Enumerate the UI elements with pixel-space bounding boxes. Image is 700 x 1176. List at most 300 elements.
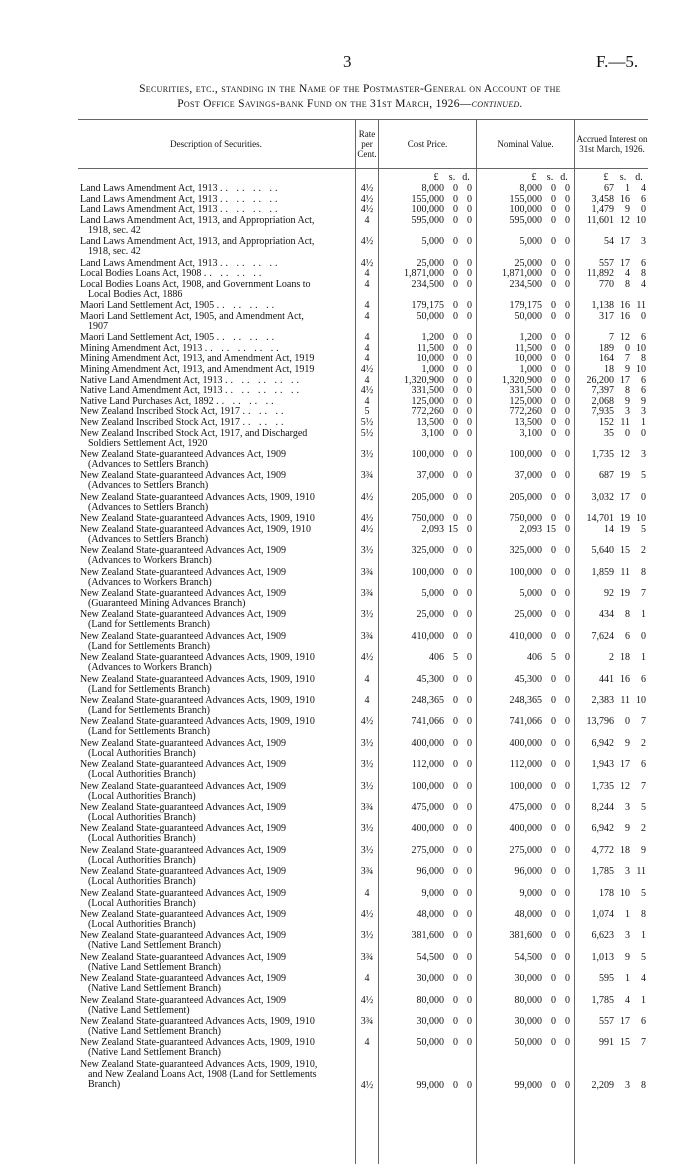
cost-shillings: 0 <box>453 588 458 599</box>
leader-dots: .. .. .. .. .. <box>204 343 282 354</box>
cost-pence: 0 <box>467 427 472 439</box>
rate-cell: 3¾ <box>360 951 374 963</box>
nominal-pounds: 741,066 <box>509 716 542 728</box>
description-line-2: Local Bodies Act, 1886 <box>88 288 183 300</box>
nominal-pence: 0 <box>565 1079 570 1091</box>
description-line-1: New Zealand State-guaranteed Advances Act, 1909 <box>80 631 287 642</box>
leader-dots: .. .. .. .. <box>219 194 281 205</box>
rate-cell: 3½ <box>360 844 374 856</box>
security-description <box>80 675 352 695</box>
security-description <box>80 546 352 566</box>
cost-pounds: 3,100 <box>421 427 444 439</box>
nominal-shillings: 0 <box>551 780 556 792</box>
leader-dots: .. .. .. .. <box>216 396 277 407</box>
header-bottom-rule <box>78 168 648 169</box>
description-line-1: Land Laws Amendment Act, 1913 .. .. .. .. <box>80 205 281 216</box>
accrued-shillings: 17 <box>620 1016 630 1027</box>
table-row <box>0 824 700 845</box>
cost-shillings: 0 <box>453 427 458 439</box>
cost-shillings: 0 <box>453 257 458 269</box>
nominal-pounds: 772,260 <box>509 406 542 418</box>
cost-shillings: 0 <box>453 759 458 771</box>
table-row <box>0 889 700 910</box>
cost-shillings: 0 <box>453 417 458 428</box>
accrued-pence: 3 <box>641 449 646 460</box>
description-line-1: New Zealand State-guaranteed Advances Act, 1909 <box>80 867 287 878</box>
table-row <box>0 514 700 525</box>
cost-shillings: 5 <box>453 652 458 664</box>
cost-shillings: 0 <box>453 214 458 226</box>
cost-pounds: 100,000 <box>411 566 444 578</box>
cost-pounds: 475,000 <box>411 802 444 813</box>
accrued-pence: 4 <box>641 973 646 985</box>
cost-pounds: 400,000 <box>411 737 444 749</box>
accrued-shillings: 6 <box>625 630 630 642</box>
table-row <box>0 953 700 974</box>
nominal-shillings: 15 <box>546 523 556 535</box>
nominal-shillings: 0 <box>551 193 556 205</box>
table-row <box>0 653 700 674</box>
table-row <box>0 429 700 450</box>
security-description <box>80 354 352 364</box>
rate-cell: 4½ <box>360 364 374 375</box>
description-line-1: Native Land Amendment Act, 1913 .. .. .. .. .. <box>80 375 302 386</box>
description-line-2: (Native Land Settlement Branch) <box>88 1026 222 1037</box>
nominal-shillings: 0 <box>551 930 556 942</box>
cost-pence: 0 <box>467 342 472 354</box>
cost-pounds: 5,000 <box>421 588 444 599</box>
cost-shillings: 0 <box>453 374 458 386</box>
rate-cell: 4½ <box>360 236 374 248</box>
description-line-2: (Local Authorities Branch) <box>88 790 196 802</box>
accrued-pence: 10 <box>636 342 646 354</box>
nominal-pence: 0 <box>565 737 570 749</box>
accrued-pence: 7 <box>641 1037 646 1049</box>
accrued-shillings: 3 <box>625 802 630 813</box>
nominal-pounds: 100,000 <box>509 204 542 216</box>
table-row <box>0 675 700 696</box>
leader-dots: .. .. .. .. <box>219 184 281 194</box>
table-row <box>0 280 700 301</box>
accrued-pence: 9 <box>641 844 646 856</box>
table-row <box>0 589 700 610</box>
cost-pence: 0 <box>467 268 472 280</box>
cost-pence: 0 <box>467 951 472 963</box>
nominal-pence: 0 <box>565 1016 570 1027</box>
nominal-pence: 0 <box>565 417 570 428</box>
description-line-2: (Native Land Settlement Branch) <box>88 1047 222 1059</box>
cost-pence: 0 <box>467 236 472 248</box>
nominal-shillings: 0 <box>551 630 556 642</box>
security-description <box>80 1017 352 1037</box>
title-line-2 <box>0 97 700 112</box>
cost-pence: 0 <box>467 214 472 226</box>
nominal-pence: 0 <box>565 994 570 1006</box>
leader-dots: .. .. .. <box>242 418 287 428</box>
rate-cell: 4½ <box>360 385 374 397</box>
description-line-1: New Zealand State-guaranteed Advances Act, 1909 <box>80 952 287 963</box>
accrued-pounds: 164 <box>599 353 614 365</box>
accrued-pounds: 67 <box>604 183 614 194</box>
cost-shillings: 0 <box>453 887 458 899</box>
nominal-pounds: 50,000 <box>514 1037 542 1049</box>
table-row <box>0 184 700 195</box>
security-description <box>80 216 352 236</box>
cost-pence: 0 <box>467 566 472 578</box>
unit-accrued-pound: £ <box>603 172 609 183</box>
accrued-pence: 8 <box>641 353 646 365</box>
accrued-pounds: 7,935 <box>591 406 614 418</box>
security-description <box>80 493 352 513</box>
cost-pence: 0 <box>467 470 472 482</box>
security-description <box>80 450 352 470</box>
cost-pence: 0 <box>467 1037 472 1049</box>
leader-dots: .. .. .. .. <box>203 269 265 280</box>
description-line-1: Mining Amendment Act, 1913, and Amendment Act, 1919 <box>80 365 315 375</box>
col-header-rate: Rate per Cent. <box>357 129 377 159</box>
cost-pence: 0 <box>467 973 472 985</box>
accrued-pounds: 557 <box>599 1016 614 1027</box>
description-line-2: Soldiers Settlement Act, 1920 <box>88 437 208 449</box>
accrued-pence: 9 <box>641 395 646 407</box>
rate-cell: 4 <box>364 332 370 344</box>
cost-pounds: 50,000 <box>416 310 444 322</box>
accrued-pence: 1 <box>641 930 646 942</box>
rate-cell: 3½ <box>360 780 374 792</box>
nominal-pounds: 30,000 <box>514 1016 542 1027</box>
nominal-pence: 0 <box>565 802 570 813</box>
accrued-pounds: 7 <box>609 332 614 344</box>
description-line-1: Native Land Amendment Act, 1913 .. .. .. .. .. <box>80 386 302 397</box>
cost-shillings: 0 <box>453 353 458 365</box>
nominal-shillings: 0 <box>551 417 556 428</box>
accrued-shillings: 16 <box>620 673 630 685</box>
accrued-shillings: 12 <box>620 449 630 460</box>
accrued-shillings: 12 <box>620 332 630 344</box>
nominal-shillings: 0 <box>551 204 556 216</box>
rate-cell: 3½ <box>360 449 374 460</box>
description-line-2: (Land for Settlements Branch) <box>88 683 210 695</box>
nominal-pounds: 1,320,900 <box>502 374 542 386</box>
security-description <box>80 514 352 524</box>
nominal-pounds: 1,200 <box>519 332 542 344</box>
col-header-cost: Cost Price. <box>407 139 448 149</box>
nominal-pence: 0 <box>565 395 570 407</box>
accrued-pounds: 1,785 <box>591 994 614 1006</box>
rate-cell: 4½ <box>360 491 374 503</box>
rate-cell: 3¾ <box>360 566 374 578</box>
col-header-accrued: Accrued Interest on 31st March, 1926. <box>576 134 648 154</box>
accrued-shillings: 1 <box>625 909 630 920</box>
security-description <box>80 889 352 909</box>
accrued-pounds: 2 <box>609 652 614 664</box>
description-line-1: New Zealand State-guaranteed Advances Act, 1909 <box>80 931 287 942</box>
cost-shillings: 0 <box>453 973 458 985</box>
nominal-shillings: 0 <box>551 545 556 557</box>
table-row <box>0 365 700 376</box>
leader-dots: .. .. .. .. .. <box>224 375 302 386</box>
nominal-pence: 0 <box>565 716 570 728</box>
security-description <box>80 739 352 759</box>
accrued-pounds: 1,943 <box>591 759 614 771</box>
accrued-shillings: 17 <box>620 759 630 771</box>
accrued-shillings: 9 <box>625 951 630 963</box>
cost-pounds: 25,000 <box>416 257 444 269</box>
cost-pounds: 9,000 <box>421 887 444 899</box>
table-row <box>0 546 700 567</box>
cost-shillings: 0 <box>453 695 458 706</box>
cost-shillings: 0 <box>453 310 458 322</box>
cost-pounds: 125,000 <box>411 395 444 407</box>
accrued-pence: 6 <box>641 673 646 685</box>
accrued-shillings: 16 <box>620 310 630 322</box>
nominal-pounds: 5,000 <box>519 236 542 248</box>
accrued-pence: 5 <box>641 951 646 963</box>
table-row <box>0 344 700 355</box>
cost-pounds: 25,000 <box>416 609 444 621</box>
leader-dots: .. .. .. .. .. <box>224 386 302 397</box>
accrued-pounds: 152 <box>599 417 614 428</box>
security-description <box>80 344 352 354</box>
cost-shillings: 0 <box>453 342 458 354</box>
description-line-2: (Local Authorities Branch) <box>88 833 196 845</box>
leader-dots: .. .. .. .. <box>219 205 281 216</box>
description-line-1: New Zealand Inscribed Stock Act, 1917 .. .. .. <box>80 407 287 418</box>
accrued-pounds: 317 <box>599 310 614 322</box>
nominal-pence: 0 <box>565 278 570 290</box>
rate-cell: 4 <box>364 310 370 322</box>
nominal-pounds: 750,000 <box>509 513 542 525</box>
accrued-pence: 8 <box>641 566 646 578</box>
rate-cell: 3½ <box>360 737 374 749</box>
accrued-shillings: 17 <box>620 374 630 386</box>
description-line-1: Land Laws Amendment Act, 1913, and Appropriation Act, <box>80 237 315 248</box>
description-line-2: (Local Authorities Branch) <box>88 854 196 866</box>
accrued-shillings: 4 <box>625 268 630 280</box>
nominal-pence: 0 <box>565 652 570 664</box>
security-description <box>80 376 352 386</box>
nominal-pence: 0 <box>565 449 570 460</box>
nominal-pounds: 10,000 <box>514 353 542 365</box>
nominal-pounds: 3,100 <box>519 427 542 439</box>
accrued-shillings: 9 <box>625 204 630 216</box>
description-line-1: New Zealand State-guaranteed Advances Act, 1909 <box>80 803 287 813</box>
cost-pence: 0 <box>467 364 472 375</box>
accrued-pounds: 18 <box>604 364 614 375</box>
leader-dots: .. .. .. .. <box>216 333 278 344</box>
nominal-pounds: 275,000 <box>509 844 542 856</box>
nominal-pounds: 48,000 <box>514 909 542 920</box>
nominal-pence: 0 <box>565 364 570 375</box>
accrued-pence: 1 <box>641 652 646 664</box>
nominal-pounds: 1,871,000 <box>502 268 542 280</box>
rate-cell: 3½ <box>360 609 374 621</box>
cost-pence: 0 <box>467 374 472 386</box>
accrued-pounds: 178 <box>599 887 614 899</box>
description-line-1: Land Laws Amendment Act, 1913 .. .. .. .. <box>80 258 281 269</box>
security-description <box>80 301 352 311</box>
cost-pounds: 54,500 <box>416 951 444 963</box>
description-line-1: New Zealand State-guaranteed Advances Acts, 1909, 1910 <box>80 674 315 685</box>
description-line-1: New Zealand Inscribed Stock Act, 1917 .. .. .. <box>80 418 287 428</box>
accrued-shillings: 17 <box>620 491 630 503</box>
cost-shillings: 0 <box>453 449 458 460</box>
accrued-shillings: 1 <box>625 183 630 194</box>
description-line-2: (Advances to Settlers Branch) <box>88 533 209 545</box>
cost-pounds: 234,500 <box>411 278 444 290</box>
cost-pounds: 750,000 <box>411 513 444 525</box>
table-row <box>0 418 700 429</box>
accrued-pence: 2 <box>641 737 646 749</box>
rate-cell: 4 <box>364 342 370 354</box>
accrued-pounds: 7,624 <box>591 630 614 642</box>
nominal-shillings: 0 <box>551 449 556 460</box>
accrued-shillings: 15 <box>620 545 630 557</box>
table-row <box>0 269 700 280</box>
nominal-shillings: 0 <box>551 951 556 963</box>
rate-cell: 4 <box>364 374 370 386</box>
unit-accrued-shilling: s. <box>619 172 627 183</box>
accrued-shillings: 11 <box>620 566 630 578</box>
accrued-pounds: 14 <box>604 523 614 535</box>
accrued-shillings: 7 <box>625 353 630 365</box>
description-line-1: New Zealand State-guaranteed Advances Act, 1909 <box>80 546 287 557</box>
description-line-1: Maori Land Settlement Act, 1905, and Amendment Act, <box>80 311 304 322</box>
accrued-pence: 2 <box>641 823 646 835</box>
accrued-shillings: 17 <box>620 257 630 269</box>
rate-cell: 4 <box>364 395 370 407</box>
accrued-pounds: 13,796 <box>586 716 614 728</box>
accrued-pence: 6 <box>641 759 646 771</box>
nominal-pounds: 595,000 <box>509 214 542 226</box>
rate-cell: 3¾ <box>360 866 374 878</box>
accrued-pounds: 8,244 <box>591 802 614 813</box>
accrued-shillings: 0 <box>625 716 630 728</box>
nominal-pounds: 11,500 <box>514 342 542 354</box>
security-description <box>80 1038 352 1058</box>
accrued-shillings: 0 <box>625 342 630 354</box>
accrued-pounds: 441 <box>599 673 614 685</box>
cost-pence: 0 <box>467 1016 472 1027</box>
nominal-pounds: 205,000 <box>509 491 542 503</box>
nominal-pounds: 5,000 <box>519 588 542 599</box>
table-row <box>0 471 700 492</box>
accrued-pence: 5 <box>641 523 646 535</box>
accrued-shillings: 19 <box>620 523 630 535</box>
accrued-pence: 4 <box>641 278 646 290</box>
rate-cell: 4 <box>364 268 370 280</box>
table-row <box>0 354 700 365</box>
nominal-pounds: 125,000 <box>509 395 542 407</box>
nominal-pence: 0 <box>565 214 570 226</box>
accrued-shillings: 10 <box>620 887 630 899</box>
description-line-1: New Zealand State-guaranteed Advances Acts, 1909, 1910 <box>80 696 315 706</box>
accrued-shillings: 17 <box>620 236 630 248</box>
nominal-pence: 0 <box>565 236 570 248</box>
rate-cell: 3¾ <box>360 588 374 599</box>
nominal-pounds: 25,000 <box>514 257 542 269</box>
table-row <box>0 1017 700 1038</box>
nominal-shillings: 0 <box>551 588 556 599</box>
accrued-shillings: 3 <box>625 406 630 418</box>
cost-shillings: 0 <box>453 994 458 1006</box>
cost-pounds: 1,320,900 <box>404 374 444 386</box>
nominal-shillings: 0 <box>551 257 556 269</box>
nominal-pence: 0 <box>565 823 570 835</box>
accrued-pounds: 434 <box>599 609 614 621</box>
nominal-pence: 0 <box>565 545 570 557</box>
accrued-pounds: 5,640 <box>591 545 614 557</box>
cost-pounds: 410,000 <box>411 630 444 642</box>
cost-pounds: 37,000 <box>416 470 444 482</box>
cost-pence: 0 <box>467 523 472 535</box>
cost-pounds: 275,000 <box>411 844 444 856</box>
title-line-2-continued: continued. <box>471 98 523 110</box>
table-row <box>0 333 700 344</box>
cost-shillings: 0 <box>453 673 458 685</box>
nominal-pounds: 400,000 <box>509 737 542 749</box>
security-description <box>80 974 352 994</box>
cost-shillings: 0 <box>453 491 458 503</box>
cost-pence: 0 <box>467 353 472 365</box>
accrued-shillings: 19 <box>620 513 630 525</box>
nominal-pounds: 99,000 <box>514 1079 542 1091</box>
accrued-pounds: 770 <box>599 278 614 290</box>
description-line-1: New Zealand Inscribed Stock Act, 1917, and Discharged <box>80 428 308 439</box>
accrued-pounds: 35 <box>604 427 614 439</box>
cost-pence: 0 <box>467 310 472 322</box>
cost-pounds: 595,000 <box>411 214 444 226</box>
rate-cell: 4½ <box>360 257 374 269</box>
cost-pence: 0 <box>467 652 472 664</box>
cost-pounds: 50,000 <box>416 1037 444 1049</box>
accrued-pounds: 2,068 <box>591 395 614 407</box>
table-row <box>0 568 700 589</box>
cost-pounds: 381,600 <box>411 930 444 942</box>
table-row <box>0 910 700 931</box>
security-description <box>80 782 352 802</box>
accrued-pounds: 189 <box>599 342 614 354</box>
rate-cell: 5½ <box>360 427 374 439</box>
accrued-pence: 7 <box>641 716 646 728</box>
description-line-1: New Zealand State-guaranteed Advances Acts, 1909, 1910 <box>80 514 315 525</box>
accrued-pounds: 1,479 <box>591 204 614 216</box>
nominal-shillings: 0 <box>551 994 556 1006</box>
security-description <box>80 846 352 866</box>
accrued-pence: 11 <box>636 300 646 312</box>
nominal-shillings: 0 <box>551 973 556 985</box>
cost-pence: 0 <box>467 994 472 1006</box>
cost-shillings: 0 <box>453 204 458 216</box>
security-description <box>80 407 352 417</box>
title-line-2-main: Post Office Savings-bank Fund on the 31st March, 1926— <box>177 98 472 110</box>
table-row <box>0 525 700 546</box>
table-row <box>0 493 700 514</box>
nominal-pounds: 50,000 <box>514 310 542 322</box>
accrued-pence: 6 <box>641 193 646 205</box>
cost-pence: 0 <box>467 491 472 503</box>
nominal-pounds: 410,000 <box>509 630 542 642</box>
description-line-2: (Native Land Settlement Branch) <box>88 961 222 973</box>
security-description <box>80 589 352 609</box>
accrued-pounds: 687 <box>599 470 614 482</box>
description-line-2: (Land for Settlements Branch) <box>88 705 210 716</box>
description-line-2: (Local Authorities Branch) <box>88 812 196 823</box>
unit-nominal-pound: £ <box>531 172 537 183</box>
accrued-shillings: 11 <box>620 417 630 428</box>
rate-cell: 4½ <box>360 909 374 920</box>
accrued-shillings: 19 <box>620 470 630 482</box>
